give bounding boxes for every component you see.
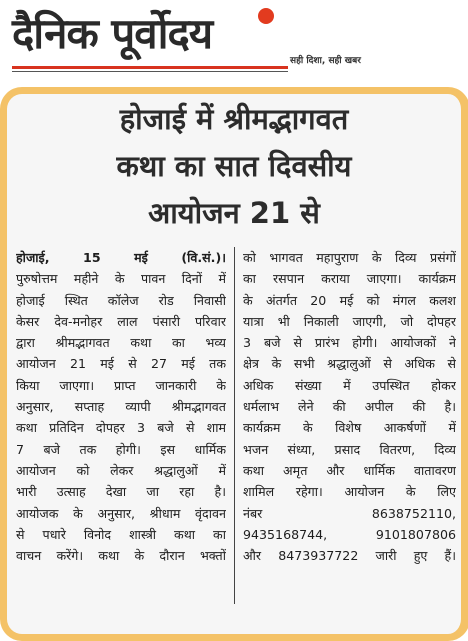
article-headline	[14, 96, 454, 237]
body-line: कार्यक्रम के विशेष आकर्षणों में	[243, 420, 456, 436]
body-line: के अंतर्गत 20 मई को मंगल कलश	[243, 292, 456, 308]
body-line: का रसपान कराया जाएगा। कार्यक्रम	[243, 271, 456, 287]
body-line: यात्रा भी निकाली जाएगी, जो दोपहर	[243, 313, 456, 329]
body-line: कथा प्रतिदिन दोपहर 3 बजे से शाम	[16, 420, 226, 436]
body-line: अनुसार, सप्ताह व्यापी श्रीमद्भागवत	[16, 399, 226, 415]
body-line: किया जाएगा। प्राप्त जानकारी के	[16, 377, 226, 393]
body-line: धर्मलाभ लेने की अपील की है।	[243, 399, 456, 415]
body-line: भजन संध्या, प्रसाद वितरण, दिव्य	[243, 441, 456, 457]
masthead-tagline: सही दिशा, सही खबर	[290, 56, 361, 66]
body-line: 9435168744, 9101807806	[243, 526, 456, 542]
body-line: और 8473937722 जारी हुए हैं।	[243, 548, 456, 564]
column-divider	[234, 247, 235, 604]
masthead-rule-thin	[12, 71, 288, 72]
body-line: शामिल रहेगा। आयोजन के लिए	[243, 484, 456, 500]
body-line: आयोजन 21 मई से 27 मई तक	[16, 356, 226, 372]
body-line: आयोजक के अनुसार, श्रीधाम वृंदावन	[16, 505, 226, 521]
body-line: अधिक संख्या में उपस्थित होकर	[243, 377, 456, 393]
body-line: आयोजन को लेकर श्रद्धालुओं में	[16, 462, 226, 478]
masthead-rule	[12, 66, 288, 69]
body-line: केसर देव-मनोहर लाल पंसारी परिवार	[16, 313, 226, 329]
sun-logo-icon	[258, 8, 274, 24]
body-line: द्वारा श्रीमद्भागवत कथा का भव्य	[16, 335, 226, 351]
body-line: होजाई स्थित कॉलेज रोड निवासी	[16, 292, 226, 308]
body-line: नंबर 8638752110,	[243, 505, 456, 521]
body-line: क्षेत्र के सभी श्रद्धालुओं से अधिक से	[243, 356, 456, 372]
headline-line: आयोजन 21 से	[148, 196, 320, 230]
article-column-left	[16, 247, 226, 566]
body-line: पुरुषोत्तम महीने के पावन दिनों में	[16, 271, 226, 287]
body-line: कथा अमृत और धार्मिक वातावरण	[243, 462, 456, 478]
headline-line: होजाई में श्रीमद्भागवत	[119, 102, 349, 136]
headline-line: कथा का सात दिवसीय	[116, 149, 352, 183]
article-dateline: होजाई, 15 मई (वि.सं.)।	[16, 250, 226, 265]
article-column-right	[243, 247, 456, 566]
masthead	[0, 0, 468, 86]
body-line: 3 बजे से प्रारंभ होगी। आयोजकों ने	[243, 335, 456, 351]
body-line: भारी उत्साह देखा जा रहा है।	[16, 484, 226, 500]
body-line: वाचन करेंगे। कथा के दौरान भक्तों	[16, 548, 226, 564]
newspaper-logo: दैनिक पूर्वोदय	[12, 9, 213, 58]
body-line: से पधारे विनोद शास्त्री कथा का	[16, 526, 226, 542]
body-line: 7 बजे तक होगी। इस धार्मिक	[16, 441, 226, 457]
body-line: को भागवत महापुराण के दिव्य प्रसंगों	[243, 250, 456, 265]
